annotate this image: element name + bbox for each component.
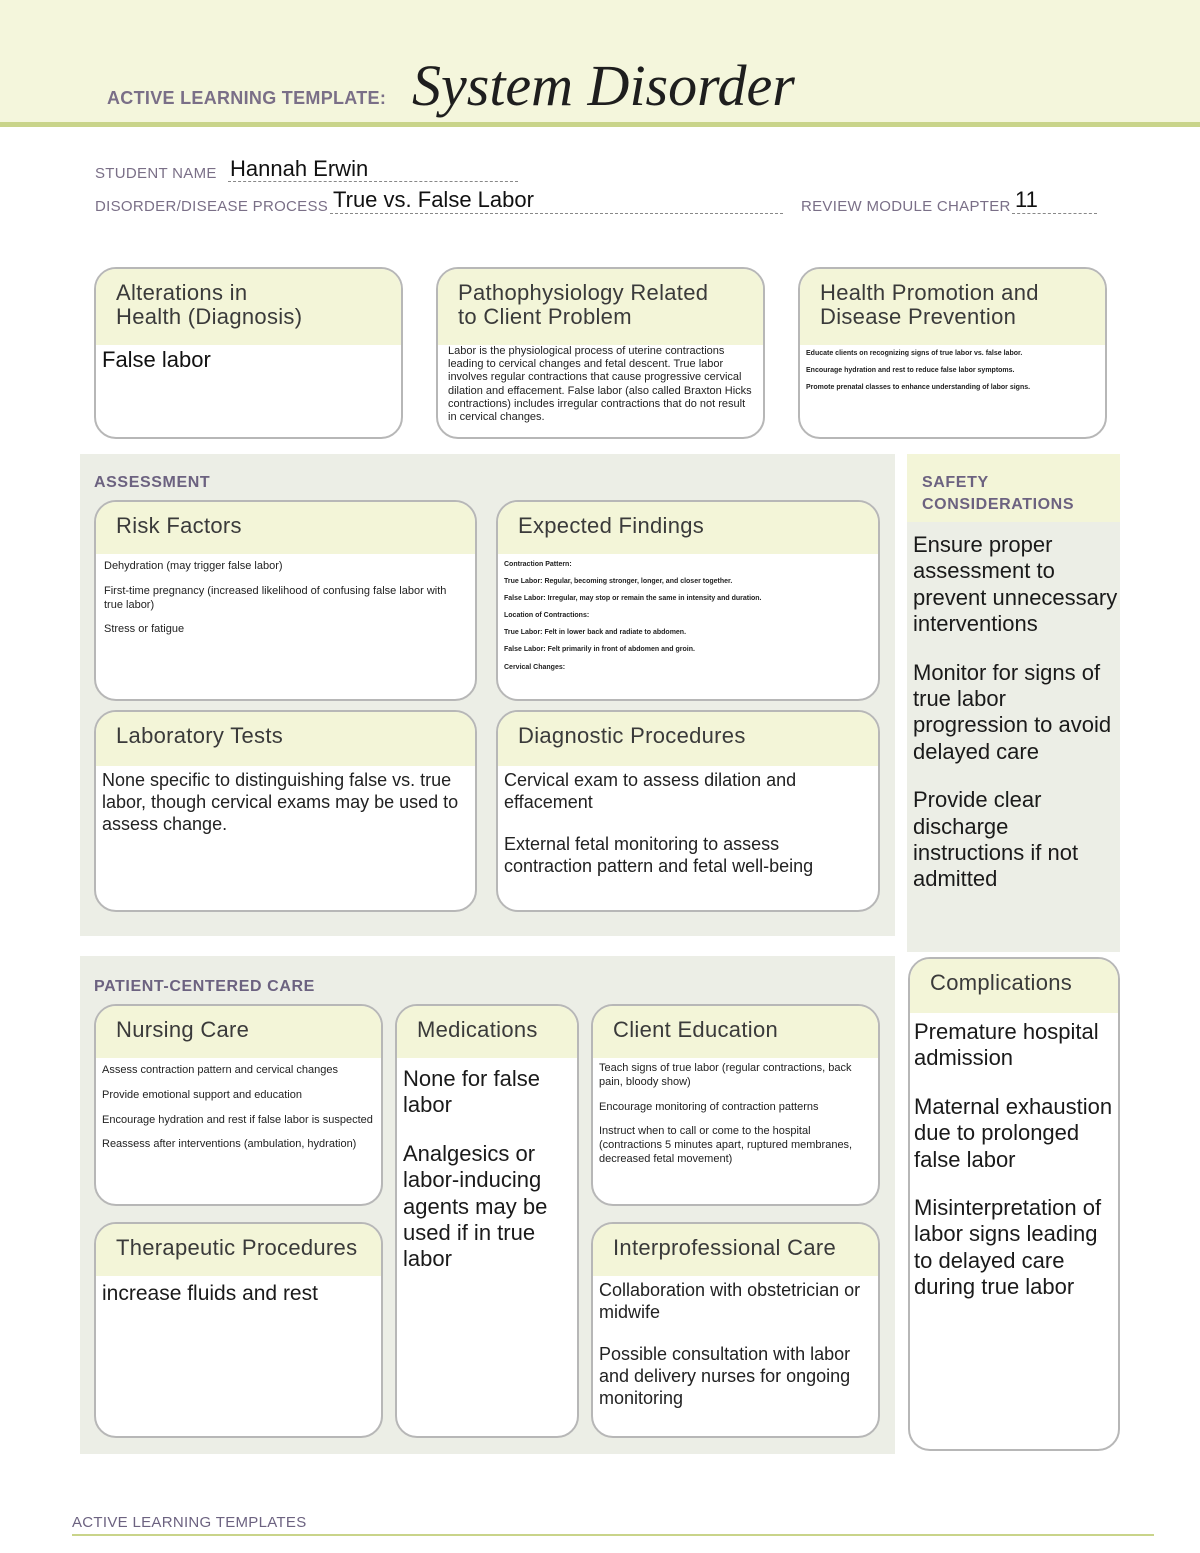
expected-finding-item: Cervical Changes: bbox=[504, 663, 566, 671]
disorder-label: DISORDER/DISEASE PROCESS bbox=[95, 198, 329, 215]
complications-title: Complications bbox=[910, 959, 1118, 1013]
safety-body[interactable] bbox=[913, 532, 1118, 915]
expected-finding-item: False Labor: Irregular, may stop or remain the same in intensity and duration. bbox=[504, 595, 762, 603]
alterations-card bbox=[94, 267, 403, 439]
student-name-value[interactable]: Hannah Erwin bbox=[230, 156, 369, 181]
health-promotion-item: Encourage hydration and rest to reduce false labor symptoms. bbox=[806, 367, 1015, 375]
risk-factor-item: First-time pregnancy (increased likelihood of confusing false labor with true labor) bbox=[104, 584, 447, 611]
nursing-care-item: Assess contraction pattern and cervical changes bbox=[102, 1064, 339, 1076]
pathophysiology-title: Pathophysiology Related to Client Problem bbox=[438, 269, 763, 345]
health-promotion-card bbox=[798, 267, 1107, 439]
complications-body[interactable] bbox=[910, 1013, 1118, 1329]
expected-finding-item: Contraction Pattern: bbox=[504, 561, 572, 568]
expected-finding-item: Location of Contractions: bbox=[504, 612, 590, 620]
therapeutic-procedures-card bbox=[94, 1222, 383, 1438]
client-education-body[interactable] bbox=[593, 1058, 878, 1182]
disorder-value[interactable]: True vs. False Labor bbox=[333, 187, 534, 212]
diagnostic-procedure-item: External fetal monitoring to assess contraction pattern and fetal well-being bbox=[504, 833, 814, 876]
risk-factors-title: Risk Factors bbox=[96, 502, 475, 554]
expected-finding-item: True Labor: Regular, becoming stronger, longer, and closer together. bbox=[504, 578, 733, 586]
complications-card bbox=[908, 957, 1120, 1451]
therapeutic-procedure-item: increase fluids and rest bbox=[102, 1282, 318, 1305]
nursing-care-item: Reassess after interventions (ambulation, hydration) bbox=[102, 1138, 357, 1151]
client-education-item: Teach signs of true labor (regular contractions, back pain, bloody show) bbox=[599, 1062, 852, 1088]
therapeutic-procedures-body[interactable] bbox=[96, 1276, 381, 1312]
expected-findings-body[interactable] bbox=[498, 554, 878, 686]
therapeutic-procedures-title: Therapeutic Procedures bbox=[96, 1224, 381, 1276]
safety-item: Provide clear discharge instructions if not admitted bbox=[913, 787, 1079, 892]
health-promotion-title: Health Promotion and Disease Prevention bbox=[800, 269, 1105, 345]
medications-body[interactable] bbox=[397, 1058, 577, 1303]
expected-finding-item: False Labor: Felt primarily in front of abdomen and groin. bbox=[504, 646, 695, 654]
nursing-care-item: Provide emotional support and education bbox=[102, 1088, 302, 1101]
complication-item: Premature hospital admission bbox=[914, 1019, 1099, 1071]
medication-item: Analgesics or labor-inducing agents may be used if in true labor bbox=[403, 1140, 548, 1272]
footer-text: ACTIVE LEARNING TEMPLATES bbox=[72, 1514, 307, 1531]
interprofessional-care-title: Interprofessional Care bbox=[593, 1224, 878, 1276]
client-education-item: Instruct when to call or come to the hospital (contractions 5 minutes apart, ruptured membranes, decreased fetal movement) bbox=[599, 1125, 853, 1165]
template-title: System Disorder bbox=[412, 53, 795, 118]
health-promotion-item: Promote prenatal classes to enhance understanding of labor signs. bbox=[806, 384, 1031, 392]
alterations-body[interactable]: False labor bbox=[102, 347, 211, 372]
diagnostic-procedures-body[interactable] bbox=[498, 766, 878, 902]
expected-finding-item: True Labor: Felt in lower back and radiate to abdomen. bbox=[504, 629, 687, 637]
diagnostic-procedure-item: Cervical exam to assess dilation and effacement bbox=[504, 770, 797, 812]
interprofessional-care-item: Possible consultation with labor and delivery nurses for ongoing monitoring bbox=[599, 1343, 851, 1408]
diagnostic-procedures-title: Diagnostic Procedures bbox=[498, 712, 878, 766]
nursing-care-card bbox=[94, 1004, 383, 1206]
medication-item: None for false labor bbox=[403, 1066, 540, 1118]
safety-label: SAFETY CONSIDERATIONS bbox=[922, 474, 1075, 514]
pathophysiology-card bbox=[436, 267, 765, 439]
student-name-label: STUDENT NAME bbox=[95, 165, 217, 182]
risk-factor-item: Stress or fatigue bbox=[104, 623, 185, 636]
laboratory-tests-card bbox=[94, 710, 477, 912]
interprofessional-care-body[interactable] bbox=[593, 1276, 878, 1434]
client-education-title: Client Education bbox=[593, 1006, 878, 1058]
nursing-care-title: Nursing Care bbox=[96, 1006, 381, 1058]
risk-factor-item: Dehydration (may trigger false labor) bbox=[104, 560, 283, 572]
diagnostic-procedures-card bbox=[496, 710, 880, 912]
complication-item: Misinterpretation of labor signs leading to delayed care during true labor bbox=[914, 1194, 1102, 1300]
health-promotion-item: Educate clients on recognizing signs of true labor vs. false labor. bbox=[806, 350, 1023, 357]
safety-item: Ensure proper assessment to prevent unnecessary interventions bbox=[913, 532, 1118, 637]
assessment-label: ASSESSMENT bbox=[94, 474, 211, 491]
risk-factors-body[interactable] bbox=[96, 554, 475, 654]
interprofessional-care-card bbox=[591, 1222, 880, 1438]
chapter-label: REVIEW MODULE CHAPTER bbox=[801, 198, 1011, 215]
medications-card bbox=[395, 1004, 579, 1438]
nursing-care-body[interactable] bbox=[96, 1058, 381, 1169]
complication-item: Maternal exhaustion due to prolonged false labor bbox=[914, 1093, 1113, 1172]
interprofessional-care-item: Collaboration with obstetrician or midwife bbox=[599, 1280, 861, 1322]
template-label: ACTIVE LEARNING TEMPLATE: bbox=[107, 88, 387, 108]
pathophysiology-body[interactable]: Labor is the physiological process of uterine contractions leading to cervical changes and fetal descent. True labor involves regular contractions that cause progressive cervical dilation and effacement. False labor (also called Braxton Hicks contractions) includes irregular contractions that do not result in cervical changes. bbox=[448, 345, 752, 423]
health-promotion-body[interactable] bbox=[800, 345, 1105, 404]
patient-centered-care-label: PATIENT-CENTERED CARE bbox=[94, 978, 315, 995]
client-education-item: Encourage monitoring of contraction patterns bbox=[599, 1100, 819, 1113]
footer-rule bbox=[72, 1534, 1154, 1536]
nursing-care-item: Encourage hydration and rest if false labor is suspected bbox=[102, 1113, 373, 1126]
expected-findings-card bbox=[496, 500, 880, 701]
expected-findings-title: Expected Findings bbox=[498, 502, 878, 554]
header-rule bbox=[0, 122, 1200, 127]
alterations-title: Alterations in Health (Diagnosis) bbox=[96, 269, 401, 345]
medications-title: Medications bbox=[397, 1006, 577, 1058]
risk-factors-card bbox=[94, 500, 477, 701]
laboratory-tests-title: Laboratory Tests bbox=[96, 712, 475, 766]
laboratory-test-item: None specific to distinguishing false vs. true labor, though cervical exams may be used to assess change. bbox=[102, 770, 459, 834]
safety-item: Monitor for signs of true labor progression to avoid delayed care bbox=[913, 659, 1112, 764]
client-education-card bbox=[591, 1004, 880, 1206]
laboratory-tests-body[interactable] bbox=[96, 766, 475, 860]
chapter-value[interactable]: 11 bbox=[1015, 187, 1038, 212]
